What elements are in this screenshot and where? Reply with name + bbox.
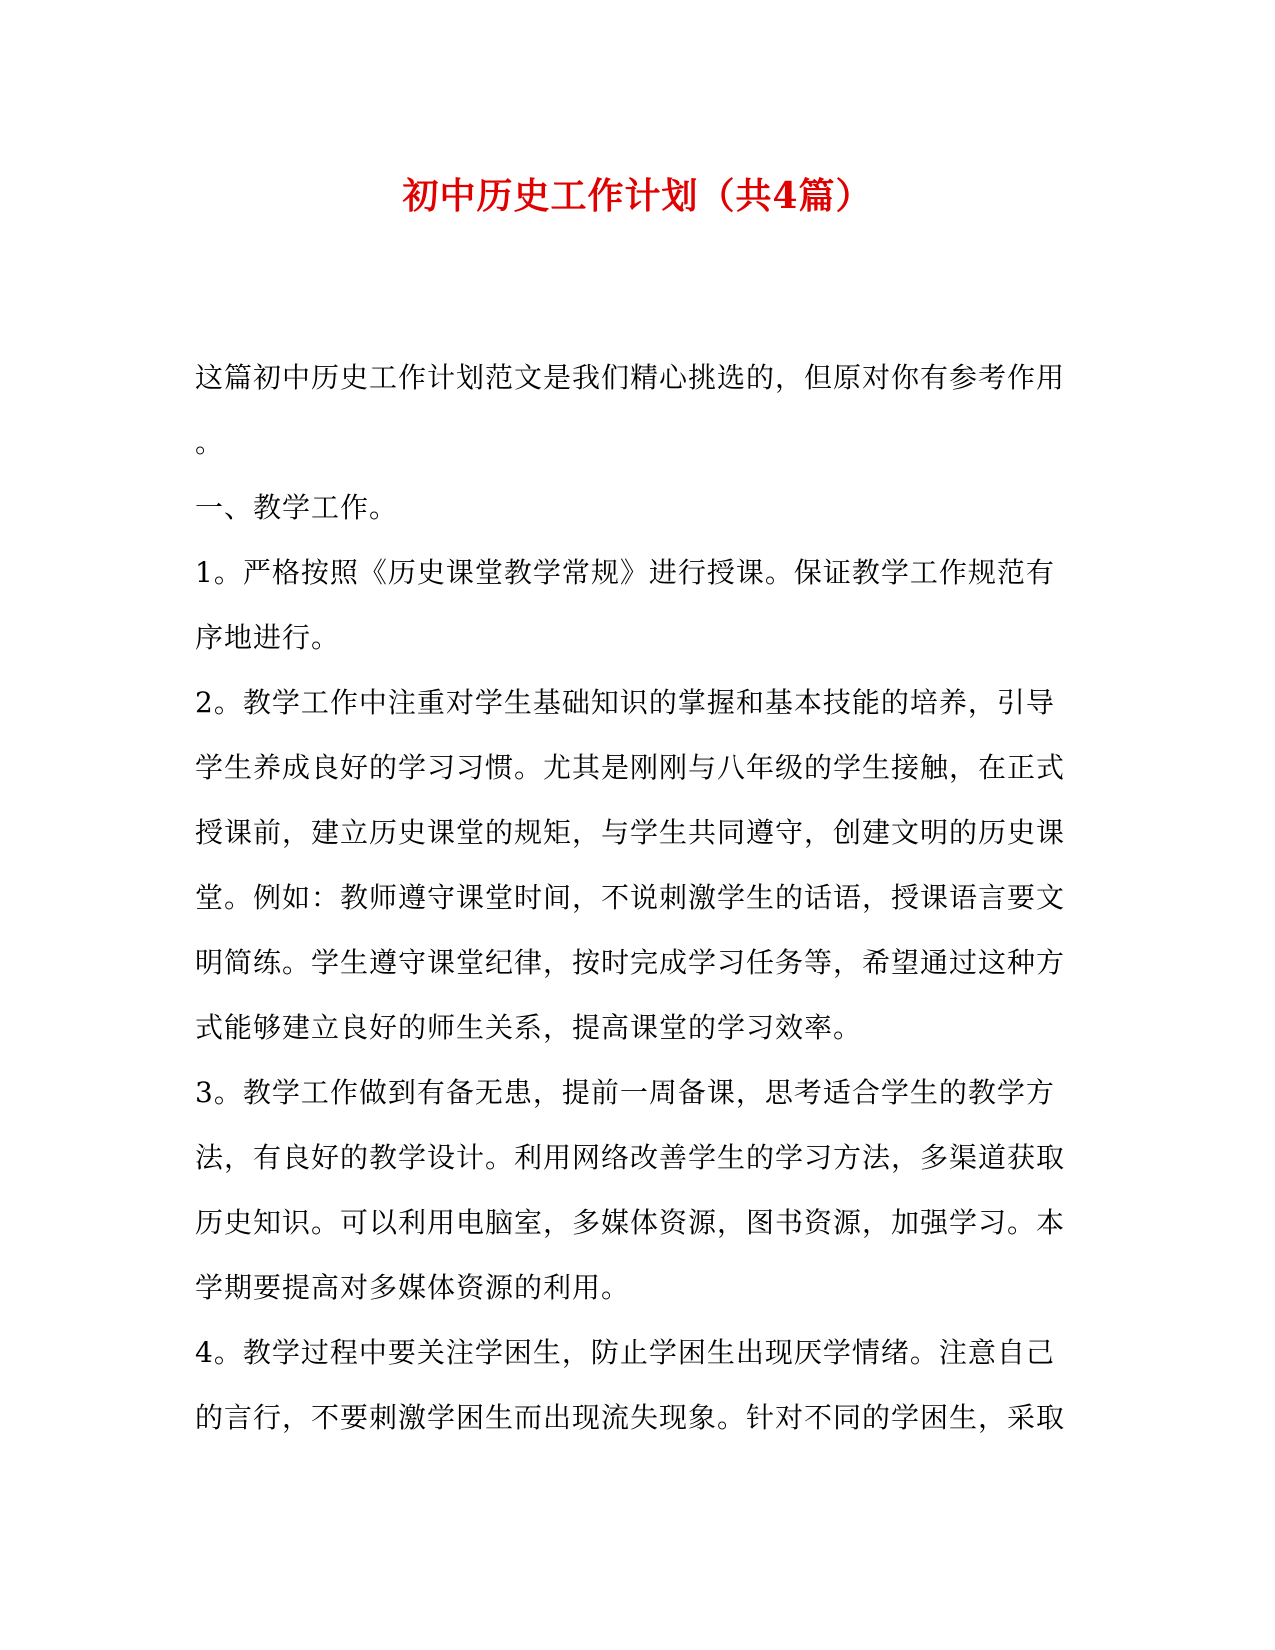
body-line: 这篇初中历史工作计划范文是我们精心挑选的，但原对你有参考作用 (195, 361, 1066, 394)
body-line: 的言行，不要刺激学困生而出现流失现象。针对不同的学困生，采取 (195, 1401, 1066, 1434)
body-line: 4。教学过程中要关注学困生，防止学困生出现厌学情绪。注意自己 (195, 1336, 1055, 1369)
section-heading: 一、教学工作。 (195, 491, 399, 524)
document-title: 初中历史工作计划（共4篇） (402, 175, 873, 217)
body-line: 。 (195, 426, 225, 459)
body-line: 学期要提高对多媒体资源的利用。 (195, 1271, 631, 1304)
body-line: 序地进行。 (195, 621, 341, 654)
body-line: 法，有良好的教学设计。利用网络改善学生的学习方法，多渠道获取 (195, 1141, 1066, 1174)
body-line: 明简练。学生遵守课堂纪律，按时完成学习任务等，希望通过这种方 (195, 946, 1066, 979)
body-line: 3。教学工作做到有备无患，提前一周备课，思考适合学生的教学方 (195, 1076, 1055, 1109)
body-line: 学生养成良好的学习习惯。尤其是刚刚与八年级的学生接触，在正式 (195, 751, 1066, 784)
body-line: 历史知识。可以利用电脑室，多媒体资源，图书资源，加强学习。本 (195, 1206, 1066, 1239)
body-line: 堂。例如：教师遵守课堂时间，不说刺激学生的话语，授课语言要文 (195, 881, 1066, 914)
document-body (195, 345, 1080, 1450)
body-line: 式能够建立良好的师生关系，提高课堂的学习效率。 (195, 1011, 863, 1044)
body-line: 1。严格按照《历史课堂教学常规》进行授课。保证教学工作规范有 (195, 556, 1055, 589)
body-line: 2。教学工作中注重对学生基础知识的掌握和基本技能的培养，引导 (195, 686, 1055, 719)
body-line: 授课前，建立历史课堂的规矩，与学生共同遵守，创建文明的历史课 (195, 816, 1066, 849)
